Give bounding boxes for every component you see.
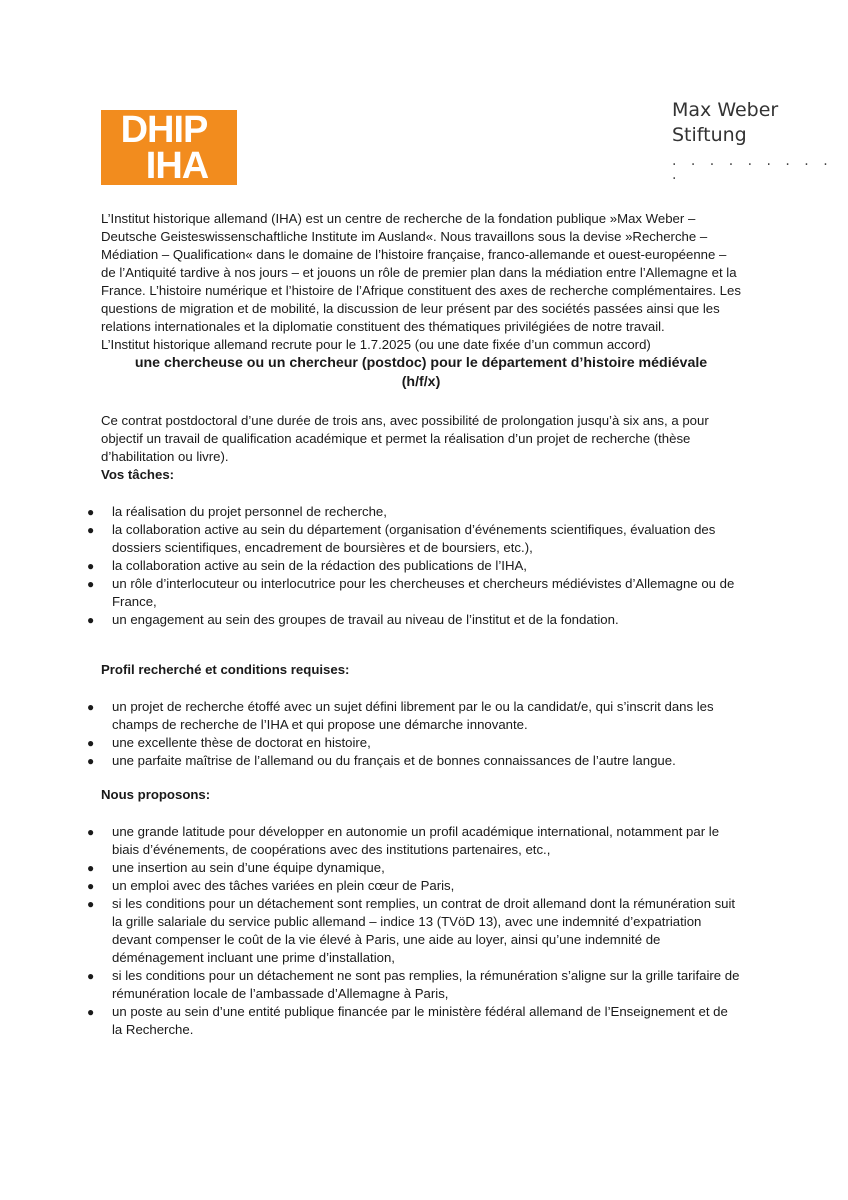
recruitment-line: L’Institut historique allemand recrute pour le 1.7.2025 (ou une date fixée d’un commun accord) (101, 337, 651, 352)
list-item: ● un rôle d’interlocuteur ou interlocutrice pour les chercheuses et chercheurs médiévistes d’Allemagne ou de France, (87, 576, 735, 609)
list-item: ● un engagement au sein des groupes de travail au niveau de l’institut et de la fondation. (87, 612, 619, 627)
tasks-list (87, 503, 741, 629)
list-item: ● une excellente thèse de doctorat en histoire, (87, 735, 371, 750)
bullet-icon: ● (87, 523, 95, 537)
list-item: ● la collaboration active au sein de la rédaction des publications de l’IHA, (87, 558, 527, 573)
list-item: ● la réalisation du projet personnel de recherche, (87, 504, 387, 519)
bullet-icon: ● (87, 577, 95, 591)
offer-list (87, 823, 741, 1039)
bullet-icon: ● (87, 969, 95, 983)
bullet-icon: ● (87, 879, 95, 893)
position-title (81, 354, 761, 392)
position-title-line2: (h/f/x) (401, 374, 441, 390)
bullet-icon: ● (87, 613, 95, 627)
list-item: ● une grande latitude pour développer en autonomie un profil académique international, notamment par le biais d’événements, de coopérations avec des institutions partenaires, etc., (87, 824, 720, 857)
logo-text-max-weber: Max Weber (672, 99, 779, 121)
position-title-line1: une chercheuse ou un chercheur (postdoc) pour le département d’histoire médiévale (134, 355, 708, 371)
logo-line-iha: IHA (145, 145, 209, 187)
bullet-icon: ● (87, 736, 95, 750)
contract-paragraph: Ce contrat postdoctoral d’une durée de trois ans, avec possibilité de prolongation jusqu’à six ans, a pour objectif un travail de qualification académique et permet la réalisation d’un projet de recherche (thèse d’habilitation ou livre). (101, 413, 709, 464)
bullet-icon: ● (87, 897, 95, 911)
list-item: ● une parfaite maîtrise de l’allemand ou du français et de bonnes connaissances de l’autre langue. (87, 753, 676, 768)
document-body (87, 210, 741, 1039)
bullet-icon: ● (87, 754, 95, 768)
bullet-icon: ● (87, 825, 95, 839)
profile-list (87, 698, 741, 770)
list-item: ● une insertion au sein d’une équipe dynamique, (87, 860, 385, 875)
list-item: ● un poste au sein d’une entité publique financée par le ministère fédéral allemand de l’Enseignement et de la Recherche. (87, 1004, 728, 1037)
bullet-icon: ● (87, 700, 95, 714)
bullet-icon: ● (87, 861, 95, 875)
intro-paragraph: L’Institut historique allemand (IHA) est un centre de recherche de la fondation publique »Max Weber – Deutsche Geisteswissenschaftliche Institute im Ausland«. Nous travaillons sous la devise »Recherche – Médiation – Qualification« dans le domaine de l’histoire française, franco-allemande et ouest-européenne – de l’Antiquité tardive à nos jours – et jouons un rôle de premier plan dans la médiation entre l’Allemagne et la France. L’histoire numérique et l’histoire de l’Afrique constituent des axes de recherche complémentaires. Les questions de migration et de mobilité, la discussion de leur présent par des sociétés passées ainsi que les relations internationales et la diplomatie constituent des thématiques privilégiées de notre travail. (101, 211, 741, 334)
logo-dots: . . . . . . . . . . (672, 153, 833, 183)
section-heading-tasks: Vos tâches: (101, 467, 175, 482)
bullet-icon: ● (87, 1005, 95, 1019)
bullet-icon: ● (87, 505, 95, 519)
list-item: ● un emploi avec des tâches variées en plein cœur de Paris, (87, 878, 455, 893)
dhip-iha-logo (101, 110, 237, 185)
logo-line-dhip: DHIP (120, 109, 208, 151)
list-item: ● si les conditions pour un détachement sont remplies, un contrat de droit allemand dont la rémunération suit la grille salariale du service public allemand – indice 13 (TVöD 13), avec une indemnité d’expatriation devant compenser le coût de la vie élevé à Paris, une aide au loyer, ainsi qu’une indemnité de déménagement incluant une prime d’installation, (87, 896, 736, 965)
list-item: ● la collaboration active au sein du département (organisation d’événements scientifiques, évaluation des dossiers scientifiques, encadrement de boursières et de boursiers, etc.), (87, 522, 716, 555)
logo-text-stiftung: Stiftung (672, 124, 747, 146)
list-item: ● si les conditions pour un détachement ne sont pas remplies, la rémunération s’aligne sur la grille tarifaire de rémunération locale de l’ambassade d’Allemagne à Paris, (87, 968, 740, 1001)
bullet-icon: ● (87, 559, 95, 573)
section-heading-offer: Nous proposons: (101, 787, 211, 802)
section-heading-profile: Profil recherché et conditions requises: (101, 662, 350, 677)
list-item: ● un projet de recherche étoffé avec un sujet défini librement par le ou la candidat/e, qui s’inscrit dans les champs de recherche de l’IHA et qui propose une démarche innovante. (87, 699, 714, 732)
max-weber-stiftung-logo (672, 98, 848, 182)
